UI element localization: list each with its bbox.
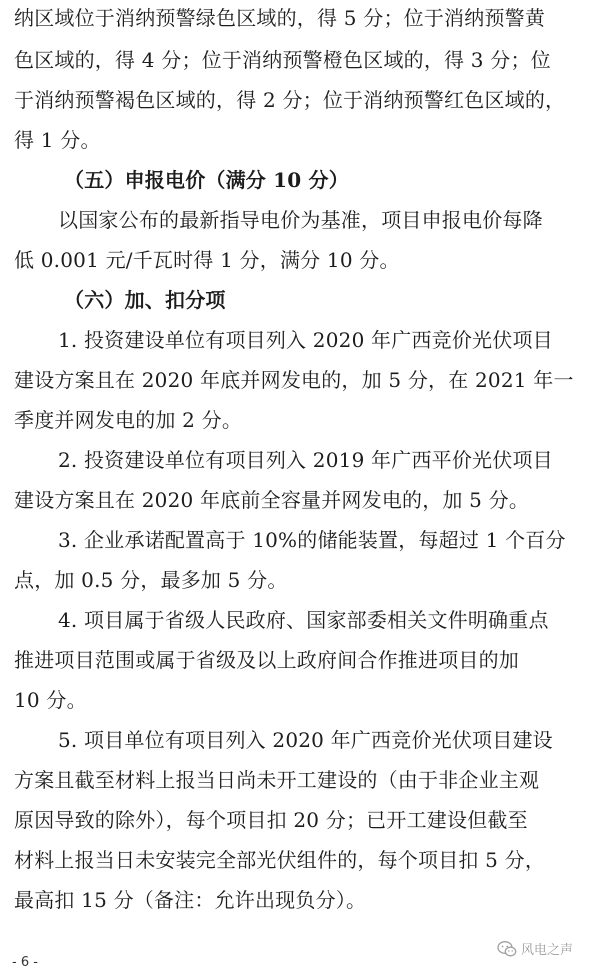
section-heading: （六）加、扣分项 [64, 288, 226, 312]
list-item-line: 原因导致的除外），每个项目扣 20 分；已开工建设但截至 [14, 808, 528, 832]
list-item-line: 建设方案且在 2020 年底并网发电的，加 5 分，在 2021 年一 [14, 368, 574, 392]
list-item-line: 点，加 0.5 分，最多加 5 分。 [14, 568, 288, 592]
list-item-line: 材料上报当日未安装完全部光伏组件的，每个项目扣 5 分， [14, 848, 546, 872]
watermark-text: 风电之声 [521, 943, 574, 958]
list-item-line: 5. 项目单位有项目列入 2020 年广西竞价光伏项目建设 [58, 728, 553, 752]
body-text-line: 以国家公布的最新指导电价为基准，项目申报电价每降 [58, 208, 543, 232]
list-item-line: 4. 项目属于省级人民政府、国家部委相关文件明确重点 [58, 608, 549, 632]
body-text-line: 低 0.001 元/千瓦时得 1 分，满分 10 分。 [14, 248, 400, 272]
list-item-line: 3. 企业承诺配置高于 10%的储能装置，每超过 1 个百分 [58, 528, 566, 552]
list-item-line: 推进项目范围或属于省级及以上政府间合作推进项目的加 [14, 648, 519, 672]
wechat-icon [497, 940, 517, 958]
list-item-line: 方案且截至材料上报当日尚未开工建设的（由于非企业主观 [14, 768, 540, 792]
list-item-line: 最高扣 15 分（备注：允许出现负分）。 [14, 888, 367, 912]
body-text-line: 色区域的，得 4 分；位于消纳预警橙色区域的，得 3 分；位 [14, 48, 551, 72]
watermark [497, 939, 573, 958]
list-item-line: 建设方案且在 2020 年底前全容量并网发电的，加 5 分。 [14, 488, 530, 512]
list-item-line: 季度并网发电的加 2 分。 [14, 408, 243, 432]
page-number: - 6 - [12, 955, 38, 970]
list-item-line: 1. 投资建设单位有项目列入 2020 年广西竞价光伏项目 [58, 328, 553, 352]
body-text-line: 纳区域位于消纳预警绿色区域的，得 5 分；位于消纳预警黄 [14, 6, 546, 30]
body-text-line: 得 1 分。 [14, 128, 101, 152]
body-text-line: 于消纳预警褐色区域的，得 2 分；位于消纳预警红色区域的， [14, 88, 566, 112]
section-heading: （五）申报电价（满分 10 分） [64, 168, 349, 192]
list-item-line: 10 分。 [14, 688, 87, 712]
list-item-line: 2. 投资建设单位有项目列入 2019 年广西平价光伏项目 [58, 448, 553, 472]
